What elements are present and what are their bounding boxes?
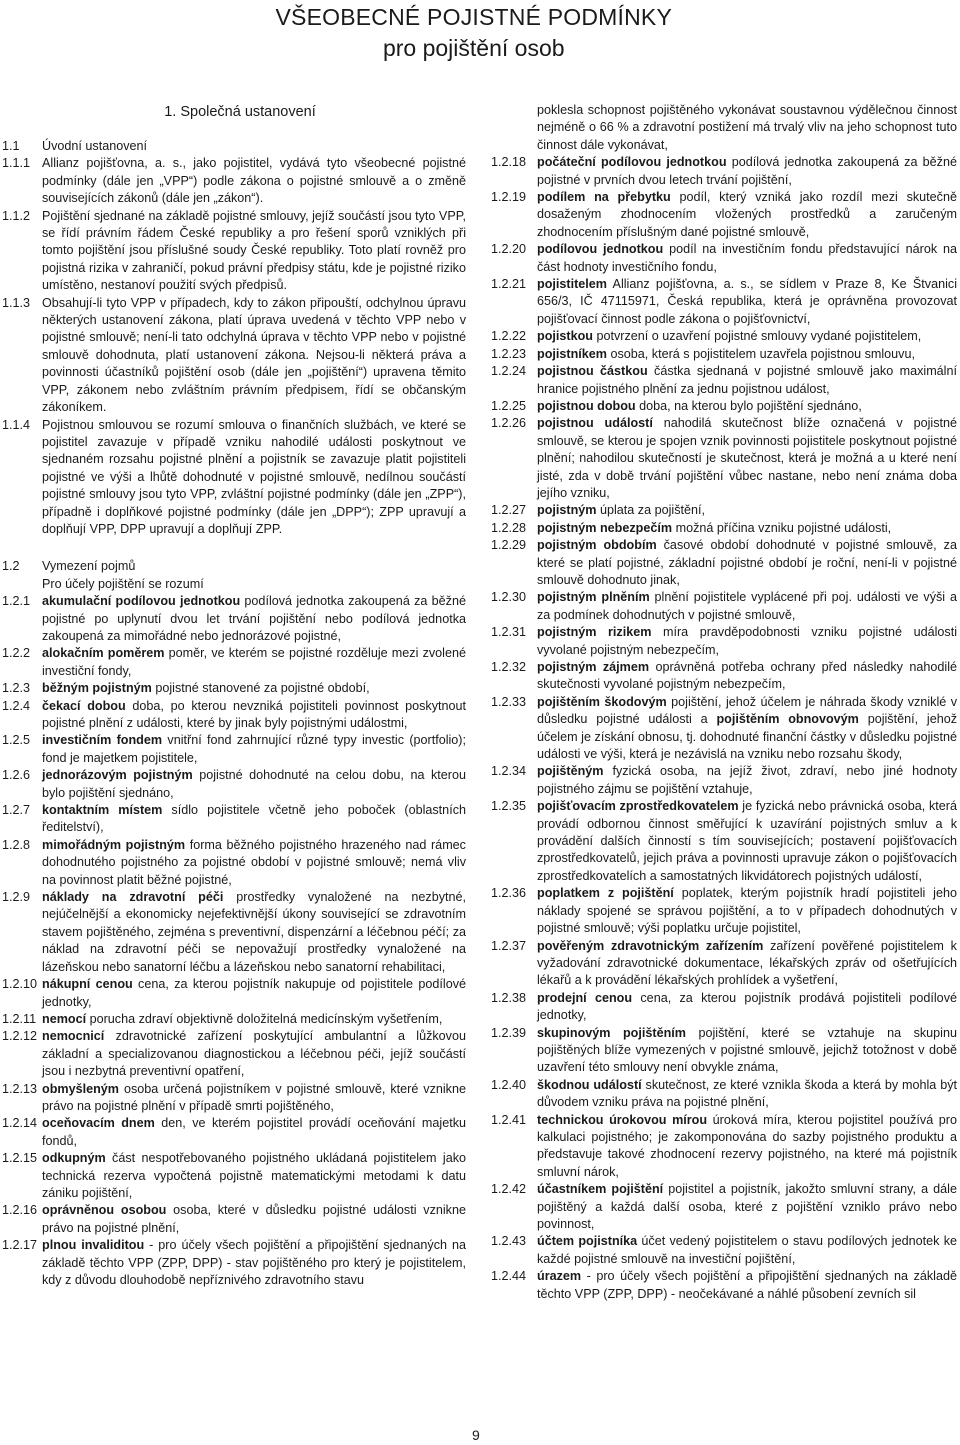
clause-text	[537, 885, 957, 937]
clause-text	[537, 537, 957, 589]
defined-term: pojištěným	[537, 764, 604, 779]
defined-term: účtem pojistníka	[537, 1234, 638, 1249]
clause-body: potvrzení o uzavření pojistné smlouvy vydané pojistitelem,	[592, 329, 922, 344]
clause-text	[537, 520, 957, 537]
defined-term: poplatkem z pojištění	[537, 886, 674, 901]
defined-term: akumulační podílovou jednotkou	[42, 594, 241, 609]
clause-body: úplata za pojištění,	[596, 503, 706, 518]
clause-text	[537, 276, 957, 328]
clause-body: osoba určená pojistníkem v pojistné smlouvě, které vznikne právo na pojistné plnění v případě smrti pojištěného,	[42, 1081, 466, 1113]
clause-item	[491, 328, 957, 345]
clause-number: 1.2.3	[2, 681, 31, 696]
clause-text	[42, 1237, 466, 1289]
defined-term: účastníkem pojištění	[537, 1182, 664, 1197]
clause-item	[2, 767, 466, 802]
clause-body: Pro účely pojištění se rozumí	[42, 576, 204, 591]
clause-item	[491, 885, 957, 937]
clause-text	[537, 363, 957, 398]
defined-term: pojistným plněním	[537, 590, 650, 605]
defined-term: nákupní cenou	[42, 977, 133, 992]
defined-term: pojistníkem	[537, 346, 607, 361]
clause-item	[2, 208, 466, 295]
clause-body: podílová jednotka zakoupená za běžné pojistné v prvních dvou letech trvání pojištění,	[537, 155, 957, 187]
clause-item	[491, 659, 957, 694]
section-heading: 1. Společná ustanovení	[164, 104, 316, 120]
clause-body: Obsahují-li tyto VPP v případech, kdy to zákon připouští, odchylnou úpravu některých ustanovení zákona, platí úprava uvedená v těchto VPP nebo v pojistné smlouvě; není-li tato odchylná úprava v těchto VPP nebo v pojistné smlouvě dohodnuta, platí ustanovení zákona. Nejsou-li některá práva a povinnosti účastníků pojištění osob (dále jen „pojištění“) upravena těmito VPP, zákonem nebo zvláštním právním předpisem, řídí se občanským zákoníkem.	[42, 295, 466, 415]
clause-body: úroková míra, kterou pojistitel používá pro kalkulaci pojistného; je zakomponována do sazby pojistného produktu a představuje takové zhodnocení rezervy pojistného, na které má pojistník smluvní nárok,	[537, 1112, 958, 1179]
clause-body: poplatek, kterým pojistník hradí pojistiteli jeho náklady spojené se správou pojištění, a to v případech dohodnutých v pojistné smlouvě; výši poplatku určuje pojistitel,	[537, 886, 957, 936]
defined-term: investičním fondem	[42, 733, 163, 748]
clause-item	[2, 558, 466, 575]
clause-body: částka sjednaná v pojistné smlouvě jako maximální hranice pojistného plnění za jednu pojistnou událost,	[537, 364, 957, 396]
clause-number: 1.1.1	[2, 156, 31, 171]
defined-term: alokačním poměrem	[42, 646, 165, 661]
clause-text	[537, 241, 957, 276]
clause-item	[2, 1150, 466, 1202]
defined-term: pojistnou dobou	[537, 398, 636, 413]
clause-number: 1.1.3	[2, 295, 31, 310]
defined-term: pojištěním škodovým	[537, 694, 667, 709]
clause-number: 1.1	[2, 139, 20, 153]
clause-item	[491, 589, 957, 624]
clause-item	[491, 798, 957, 885]
clause-body: podíl, který vzniká jako rozdíl mezi skutečně dosaženým zhodnocením vložených prostředků a zaručeným zhodnocením příslušným dané pojistné smlouvě,	[537, 190, 957, 239]
clause-body: pojištění, jehož účelem je náhrada škody vzniklé v důsledku pojistné události a	[537, 694, 957, 727]
clause-number: 1.2.37	[491, 938, 527, 953]
defined-term: mimořádným pojistným	[42, 837, 186, 852]
clause-item	[491, 102, 957, 154]
clause-number: 1.2.17	[2, 1238, 38, 1253]
clause-item	[2, 1237, 466, 1289]
defined-term: pojistným zájmem	[537, 660, 650, 674]
title-line-2: pro pojištění osob	[382, 35, 565, 61]
clause-body: fyzická osoba, na jejíž život, zdraví, nebo jiné hodnoty pojistného zájmu se pojištění vztahuje,	[537, 764, 957, 796]
clause-number: 1.2.13	[2, 1081, 38, 1096]
clause-number: 1.2.25	[491, 398, 527, 413]
clause-item	[2, 889, 466, 976]
clause-number: 1.2.41	[491, 1112, 527, 1127]
clause-body: osoba, které v důsledku pojistné události vznikne právo na pojistné plnění,	[42, 1203, 466, 1235]
clause-text	[42, 698, 466, 733]
clause-text	[42, 1150, 466, 1202]
clause-item	[491, 1112, 957, 1182]
clause-text	[537, 1025, 957, 1077]
page-number: 9	[472, 1427, 480, 1443]
clause-item	[491, 1025, 957, 1077]
clause-text	[537, 1077, 957, 1112]
clause-number: 1.2.4	[2, 698, 31, 713]
clause-body: - pro účely všech pojištění a připojištění sjednaných na základě těchto VPP (ZPP, DPP) - neočekávané a náhlé působení zevních sil	[537, 1269, 957, 1301]
clause-text	[537, 502, 957, 519]
clause-body: zdravotnické zařízení poskytující ambulantní a lůžkovou základní a specializovanou diagnostickou a léčebnou péči, jejíž součástí jsou i nezbytná preventivní opatření,	[42, 1029, 466, 1079]
clause-text	[42, 976, 466, 1011]
defined-term: pojistným	[537, 503, 597, 518]
clause-number: 1.2.34	[491, 764, 527, 779]
clause-text	[537, 154, 957, 189]
clause-body: účet vedený pojistitelem o stavu podílových jednotek ke každé pojistné smlouvě na investiční pojištění,	[537, 1234, 957, 1266]
defined-term: pojistným obdobím	[537, 538, 657, 553]
clause-body: oprávněná potřeba ochrany před následky nahodilé skutečnosti vyvolané pojistným nebezpečím,	[537, 660, 957, 692]
clause-item	[491, 1268, 957, 1303]
clause-item	[2, 138, 466, 155]
clause-number: 1.2.7	[2, 803, 31, 818]
clause-text	[42, 593, 466, 645]
defined-term: podílem na přebytku	[537, 190, 671, 205]
clause-text	[537, 398, 957, 415]
clause-text	[42, 767, 466, 802]
clause-number: 1.2.29	[491, 538, 527, 553]
clause-body: cena, za kterou pojistník prodává pojistiteli podílové jednotky,	[537, 990, 957, 1023]
clause-item	[491, 694, 957, 764]
defined-term: nemocnicí	[42, 1029, 105, 1044]
clause-item	[491, 624, 957, 659]
clause-item	[2, 802, 466, 837]
clause-number: 1.2.28	[491, 520, 527, 535]
clause-item	[2, 1202, 466, 1237]
clause-text	[42, 1028, 466, 1080]
clause-text	[537, 328, 957, 345]
clause-text	[42, 576, 466, 593]
defined-term: oceňovacím dnem	[42, 1116, 155, 1131]
clause-item	[491, 189, 957, 241]
clause-body: Allianz pojišťovna, a. s., jako pojistitel, vydává tyto všeobecné pojistné podmínky (dále jen „VPP“) podle zákona o pojistné smlouvě a o změně souvisejících zákonů (dále jen „zákon“).	[42, 156, 466, 206]
clause-item	[2, 1028, 466, 1080]
defined-term: skupinovým pojištěním	[537, 1025, 686, 1040]
defined-term: technickou úrokovou mírou	[537, 1112, 708, 1127]
clause-body: porucha zdraví objektivně doložitelná medicínským vyšetřením,	[86, 1011, 443, 1026]
defined-term: pojistitelem	[537, 277, 607, 292]
clause-body: poklesla schopnost pojištěného vykonávat soustavnou výdělečnou činnost nejméně o 66 % a zdravotní postižení má trvalý vliv na jeho schopnost tuto činnost dále vykonávat,	[537, 103, 957, 152]
clause-number: 1.1.2	[2, 208, 31, 223]
defined-term: prodejní cenou	[537, 990, 633, 1005]
clause-text	[537, 189, 957, 241]
clause-item	[2, 593, 466, 645]
defined-term: pojistnou částkou	[537, 364, 648, 379]
clause-body: zařízení pověřené pojistitelem k vyžadování zdravotnické dokumentace, lékařských zpráv od ošetřujících lékařů a k provádění lékařských prohlídek a vyšetření,	[537, 938, 957, 988]
defined-term: pojišťovacím zprostředkovatelem	[537, 799, 739, 814]
right-column	[491, 102, 957, 1303]
clause-body: Úvodní ustanovení	[42, 139, 148, 153]
clause-text	[537, 415, 957, 502]
clause-body: vnitřní fond zahrnující různé typy investic (portfolio); fond je majetkem pojistitele,	[42, 733, 467, 765]
defined-term: škodnou událostí	[537, 1077, 642, 1092]
clause-number: 1.2.23	[491, 346, 527, 361]
clause-item	[2, 576, 466, 593]
clause-item	[491, 415, 957, 502]
defined-term: kontaktním místem	[42, 803, 163, 818]
clause-number: 1.2.12	[2, 1029, 38, 1044]
clause-number: 1.2.26	[491, 416, 527, 431]
clause-number: 1.2.18	[491, 155, 527, 170]
clause-body: sídlo pojistitele včetně jeho poboček (oblastních ředitelství),	[42, 803, 466, 835]
defined-term: jednorázovým pojistným	[42, 768, 193, 783]
clause-number: 1.1.4	[2, 417, 31, 432]
clause-body: osoba, která s pojistitelem uzavřela pojistnou smlouvu,	[606, 346, 915, 361]
clause-text	[42, 155, 466, 207]
clause-text	[537, 938, 957, 990]
defined-term: pověřeným zdravotnickým zařízením	[537, 938, 764, 953]
clause-item	[491, 154, 957, 189]
clause-number: 1.2.6	[2, 768, 31, 783]
defined-term: odkupným	[42, 1151, 106, 1166]
clause-text	[537, 990, 957, 1025]
clause-text	[537, 798, 957, 885]
clause-number: 1.2.2	[2, 646, 31, 661]
clause-body: pojistitel a pojistník, jakožto smluvní strany, a dále pojištěný a každá další osoba, které z pojištění vzniklo právo nebo povinnost,	[537, 1182, 957, 1231]
clause-item	[491, 537, 957, 589]
clause-body: nahodilá skutečnost blíže označená v pojistné smlouvě, se kterou je spojen vznik povinnosti pojistitele poskytnout pojistné plnění; nahodilou skutečností je skutečnost, která je možná a u které není jisté, zda v době trvání pojištění vůbec nastane, nebo není známa doba jejího vzniku,	[537, 416, 957, 500]
clause-item	[491, 1233, 957, 1268]
clause-body: - pro účely všech pojištění a připojištění sjednaných na základě těchto VPP (ZPP, DPP) - stav pojištěného pro který je pojistitelem, kdy z důvodu dlouhodobě nepříznivého zdravotního stavu	[42, 1238, 466, 1287]
defined-term: pojistným rizikem	[537, 625, 652, 640]
clause-item	[2, 645, 466, 680]
clause-body: doba, na kterou bylo pojištění sjednáno,	[635, 398, 862, 413]
clause-text	[42, 1081, 466, 1116]
clause-body: pojistné stanovené za pojistné období,	[151, 681, 370, 696]
defined-term: běžným pojistným	[42, 681, 152, 696]
clause-number: 1.2.35	[491, 799, 527, 814]
clause-item	[491, 1077, 957, 1112]
clause-text	[42, 732, 466, 767]
clause-text	[42, 680, 466, 697]
clause-item	[2, 155, 466, 207]
clause-body: Vymezení pojmů	[42, 559, 136, 574]
defined-term: pojistkou	[537, 329, 593, 344]
clause-text	[537, 589, 957, 624]
clause-number: 1.2.19	[491, 190, 527, 205]
clause-number: 1.2.16	[2, 1203, 38, 1218]
clause-number: 1.2.42	[491, 1182, 527, 1197]
clause-text	[537, 694, 957, 764]
clause-number: 1.2.22	[491, 329, 527, 344]
clause-body: Pojistnou smlouvou se rozumí smlouva o finančních službách, ve které se pojistitel zavazuje v případě vzniku nahodilé události poskytnout ve sjednaném rozsahu pojistné plnění a pojistník se zavazuje platit pojistiteli pojistné ve výši a lhůtě dohodnuté v pojistné smlouvě, nedílnou součástí pojistné smlouvy jsou tyto VPP, zvláštní pojistné podmínky (dále jen „ZPP“), případně i doplňkové pojistné podmínky (dále jen „DPP“); ZPP upravují a doplňují VPP, DPP upravují a doplňují ZPP.	[42, 417, 466, 536]
clause-body: skutečnost, ze které vznikla škoda a která by mohla být důvodem vzniku práva na pojistné plnění,	[537, 1077, 957, 1110]
clause-body: den, ve kterém pojistitel provádí oceňování majetku fondů,	[42, 1116, 466, 1148]
clause-body: podílová jednotka zakoupená za běžné pojistné po uplynutí dvou let trvání pojištění nebo podílová jednotka zakoupená za mimořádné nebo jednorázové pojistné,	[42, 594, 466, 643]
clause-number: 1.2.31	[491, 625, 527, 640]
clause-body: Pojištění sjednané na základě pojistné smlouvy, jejíž součástí jsou tyto VPP, se řídí právním řádem České republiky a pro řešení sporů vzniklých při tomto pojištění jsou příslušné soudy České republiky. Toto platí rovněž pro pojistná rizika v zahraničí, pokud právní předpisy státu, kde je pojistné riziko umístěno, nestanoví použití svých předpisů.	[42, 208, 466, 293]
clause-text	[42, 138, 466, 155]
clause-number: 1.2.32	[491, 660, 527, 674]
clause-number: 1.2.40	[491, 1077, 527, 1092]
clause-item	[2, 976, 466, 1011]
clause-body: prostředky vynaložené na nezbytné, nejúčelnější a ekonomicky nejefektivnější úkony související se zdravotním stavem pojištěného, zejména s preventivní, dispenzární a léčebnou péčí; za náklad na zdravotní péči se nepovažují prostředky vynaložené na lázeňskou nebo sanatorní léčbu a lázeňskou nebo sanatorní rehabilitaci,	[42, 890, 466, 974]
clause-item	[2, 1081, 466, 1116]
clause-number: 1.2.8	[2, 837, 31, 852]
clause-number: 1.2.39	[491, 1025, 527, 1040]
defined-term: pojistnou událostí	[537, 416, 653, 431]
clause-body: podíl na investičním fondu představující nárok na část hodnoty investičního fondu,	[537, 242, 957, 274]
clause-item	[491, 1181, 957, 1233]
clause-text	[42, 1011, 466, 1028]
defined-term: obmyšleným	[42, 1081, 119, 1096]
clause-item	[491, 763, 957, 798]
clause-text	[42, 208, 466, 295]
defined-term: pojištěním obnovovým	[716, 712, 859, 727]
clause-text	[42, 889, 466, 976]
title-line-1: VŠEOBECNÉ POJISTNÉ PODMÍNKY	[275, 4, 672, 30]
clause-body: doba, po kterou nevzniká pojistiteli povinnost poskytnout pojistné plnění z události, které by jinak byly pojistnými událostmi,	[42, 698, 467, 730]
clause-item	[491, 398, 957, 415]
clause-number: 1.2	[2, 559, 20, 574]
clause-number: 1.2.38	[491, 990, 527, 1005]
clause-body: cena, za kterou pojistník nakupuje od pojistitele podílové jednotky,	[42, 977, 467, 1009]
clause-item	[2, 417, 466, 539]
clause-body: pojistné dohodnuté na celou dobu, na kterou bylo pojištění sjednáno,	[42, 768, 466, 800]
defined-term: úrazem	[537, 1269, 582, 1284]
defined-term: podílovou jednotkou	[537, 242, 664, 257]
clause-text	[537, 763, 957, 798]
clause-number: 1.2.14	[2, 1116, 38, 1131]
clause-number: 1.2.27	[491, 503, 527, 518]
clause-text	[537, 1233, 957, 1268]
clause-text	[42, 417, 466, 539]
clause-item	[2, 732, 466, 767]
clause-text	[537, 624, 957, 659]
clause-number: 1.2.20	[491, 242, 527, 257]
clause-item	[491, 276, 957, 328]
clause-text	[42, 802, 466, 837]
clause-number: 1.2.36	[491, 886, 527, 901]
clause-number: 1.2.15	[2, 1151, 38, 1166]
clause-body: pojištění, jehož účelem je získání obnosu, tj. dohodnuté finanční částky v důsledku pojistné události ve výši, která je nezávislá na vzniku nebo rozsahu škody,	[537, 712, 957, 762]
clause-text	[537, 1112, 957, 1182]
clause-body: poměr, ve kterém se pojistné rozděluje mezi zvolené investiční fondy,	[42, 646, 466, 678]
clause-item	[2, 295, 466, 417]
clause-number: 1.2.1	[2, 594, 31, 609]
clause-item	[2, 680, 466, 697]
clause-item	[2, 1115, 466, 1150]
clause-number: 1.2.21	[491, 277, 527, 292]
defined-term: plnou invaliditou	[42, 1238, 145, 1253]
clause-item	[491, 990, 957, 1025]
left-column	[2, 102, 466, 1289]
clause-number: 1.2.11	[2, 1011, 37, 1026]
clause-text	[537, 659, 957, 694]
clause-body: časové období dohodnuté v pojistné smlouvě, za které se platí pojistné, základní pojistné období je roční, není-li v pojistné smlouvě dohodnuto jinak,	[537, 538, 957, 587]
clause-number: 1.2.9	[2, 890, 31, 905]
clause-number: 1.2.10	[2, 977, 38, 992]
clause-item	[491, 363, 957, 398]
clause-item	[491, 520, 957, 537]
clause-item	[491, 346, 957, 363]
document-title	[276, 2, 672, 64]
clause-text	[42, 837, 466, 889]
clause-text	[42, 295, 466, 417]
clause-item	[2, 1011, 466, 1028]
clause-text	[42, 645, 466, 680]
clause-item	[491, 241, 957, 276]
clause-number: 1.2.5	[2, 733, 31, 748]
clause-body: možná příčina vzniku pojistné události,	[672, 520, 892, 535]
clause-item	[491, 938, 957, 990]
defined-term: čekací dobou	[42, 698, 126, 713]
clause-text	[42, 558, 466, 575]
clause-number: 1.2.30	[491, 590, 527, 605]
clause-number: 1.2.44	[491, 1269, 527, 1284]
clause-text	[537, 1181, 957, 1233]
clause-item	[2, 698, 466, 733]
clause-body: forma běžného pojistného hrazeného nad rámec dohodnutého pojistného za pojistné období v pojistné smlouvě; nemá vliv na povinnost platit běžné pojistné,	[42, 837, 466, 887]
clause-body: plnění pojistitele vyplácené při poj. události ve výši a za podmínek dohodnutých v pojistné smlouvě,	[537, 590, 957, 622]
clause-body: míra pravděpodobnosti vzniku pojistné události vyvolané pojistným nebezpečím,	[537, 625, 957, 657]
defined-term: počáteční podílovou jednotkou	[537, 155, 727, 170]
clause-text	[42, 1115, 466, 1150]
defined-term: oprávněnou osobou	[42, 1203, 167, 1218]
clause-number: 1.2.43	[491, 1234, 527, 1249]
defined-term: nemocí	[42, 1011, 87, 1026]
clause-body: je fyzická nebo právnická osoba, která provádí odbornou činnost směřující k uzavírání pojistných smluv a k provádění dalších činností s tím souvisejících; postavení pojišťovacích zprostředkovatelů, jejich práva a povinnosti upravuje zákon o pojišťovacích zprostředkovatelích a samostatných likvidátorech pojistných událostí,	[537, 799, 957, 883]
defined-term: pojistným nebezpečím	[537, 520, 673, 535]
clause-text	[42, 1202, 466, 1237]
clause-body: Allianz pojišťovna, a. s., se sídlem v Praze 8, Ke Štvanici 656/3, IČ 47115971, Česká republika, která je oprávněna provozovat pojišťovací činnost podle zákona o pojišťovnictví,	[537, 277, 957, 326]
clause-item	[2, 837, 466, 889]
clause-item	[491, 502, 957, 519]
clause-body: část nespotřebovaného pojistného ukládaná pojistitelem jako technická rezerva vypočtená pojistně matematickými metodami k datu zániku pojištění,	[42, 1151, 466, 1200]
clause-text	[537, 102, 957, 154]
clause-text	[537, 1268, 957, 1303]
defined-term: náklady na zdravotní péči	[42, 890, 224, 905]
clause-body: pojištění, které se vztahuje na skupinu pojištěných blíže vymezených v pojistné smlouvě, jejichž totožnost v době uzavření této smlouvy není obvykle známa,	[537, 1025, 957, 1075]
clause-number: 1.2.24	[491, 364, 527, 379]
clause-number: 1.2.33	[491, 694, 527, 709]
clause-text	[537, 346, 957, 363]
